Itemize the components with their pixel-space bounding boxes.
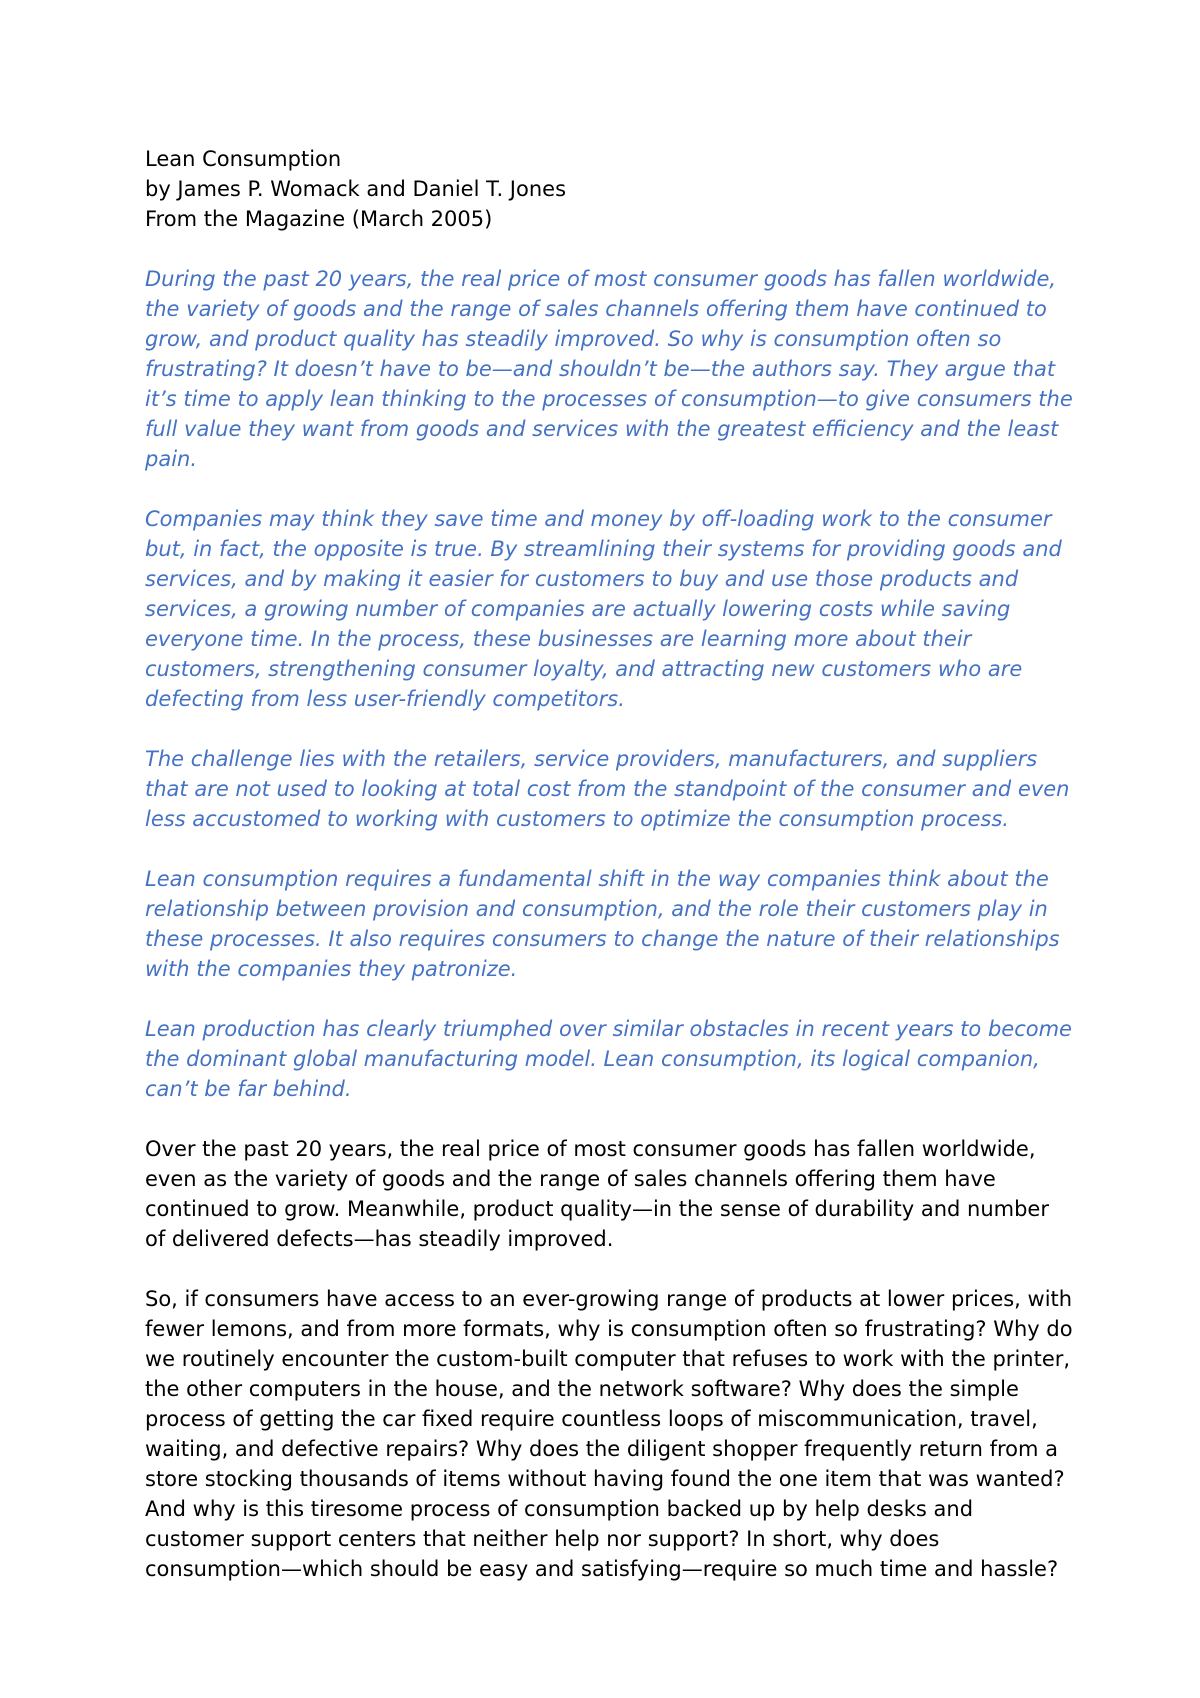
body-paragraph: So, if consumers have access to an ever-growing range of products at lower prices, with fewer lemons, and from more formats, why is consumption often so frustrating? Why do we routinely encounter the custom-built computer that refuses to work with the printer, the other computers in the house, and the network software? Why does the simple process of getting the car fixed require countless loops of miscommunication, travel, waiting, and defective repairs? Why does the diligent shopper frequently return from a store stocking thousands of items without having found the one item that was wanted? And why is this tiresome process of consumption backed up by help desks and customer support centers that neither help nor support? In short, why does consumption—which should be easy and satisfying—require so much time and hassle?: [145, 1287, 1073, 1581]
summary-paragraph: During the past 20 years, the real price of most consumer goods has fallen worldwide, the variety of goods and the range of sales channels offering them have continued to grow, and product quality has steadily improved. So why is consumption often so frustrating? It doesn’t have to be—and shouldn’t be—the authors say. They argue that it’s time to apply lean thinking to the processes of consumption—to give consumers the full value they want from goods and services with the greatest efficiency and the least pain.: [145, 267, 1073, 471]
article-title: Lean Consumption: [145, 147, 342, 171]
summary-paragraph: Companies may think they save time and money by off-loading work to the consumer but, in fact, the opposite is true. By streamlining their systems for providing goods and services, and by making it easier for customers to buy and use those products and services, a growing number of companies are actually lowering costs while saving everyone time. In the process, these businesses are learning more about their customers, strengthening consumer loyalty, and attracting new customers who are defecting from less user-friendly competitors.: [145, 507, 1062, 711]
body-paragraph: Over the past 20 years, the real price of most consumer goods has fallen worldwide, even as the variety of goods and the range of sales channels offering them have continued to grow. Meanwhile, product quality—in the sense of durability and number of delivered defects—has steadily improved.: [145, 1137, 1049, 1251]
document-content: [145, 144, 1075, 1614]
article-source: From the Magazine (March 2005): [145, 207, 493, 231]
summary-paragraph: Lean production has clearly triumphed over similar obstacles in recent years to become the dominant global manufacturing model. Lean consumption, its logical companion, can’t be far behind.: [145, 1017, 1072, 1101]
article-body: [145, 1134, 1075, 1584]
summary-paragraph: The challenge lies with the retailers, service providers, manufacturers, and suppliers that are not used to looking at total cost from the standpoint of the consumer and even less accustomed to working with customers to optimize the consumption process.: [145, 747, 1070, 831]
article-summary: [145, 264, 1075, 1104]
article-header: [145, 144, 1075, 234]
article-byline: by James P. Womack and Daniel T. Jones: [145, 177, 567, 201]
summary-paragraph: Lean consumption requires a fundamental shift in the way companies think about the relationship between provision and consumption, and the role their customers play in these processes. It also requires consumers to change the nature of their relationships with the companies they patronize.: [145, 867, 1060, 981]
